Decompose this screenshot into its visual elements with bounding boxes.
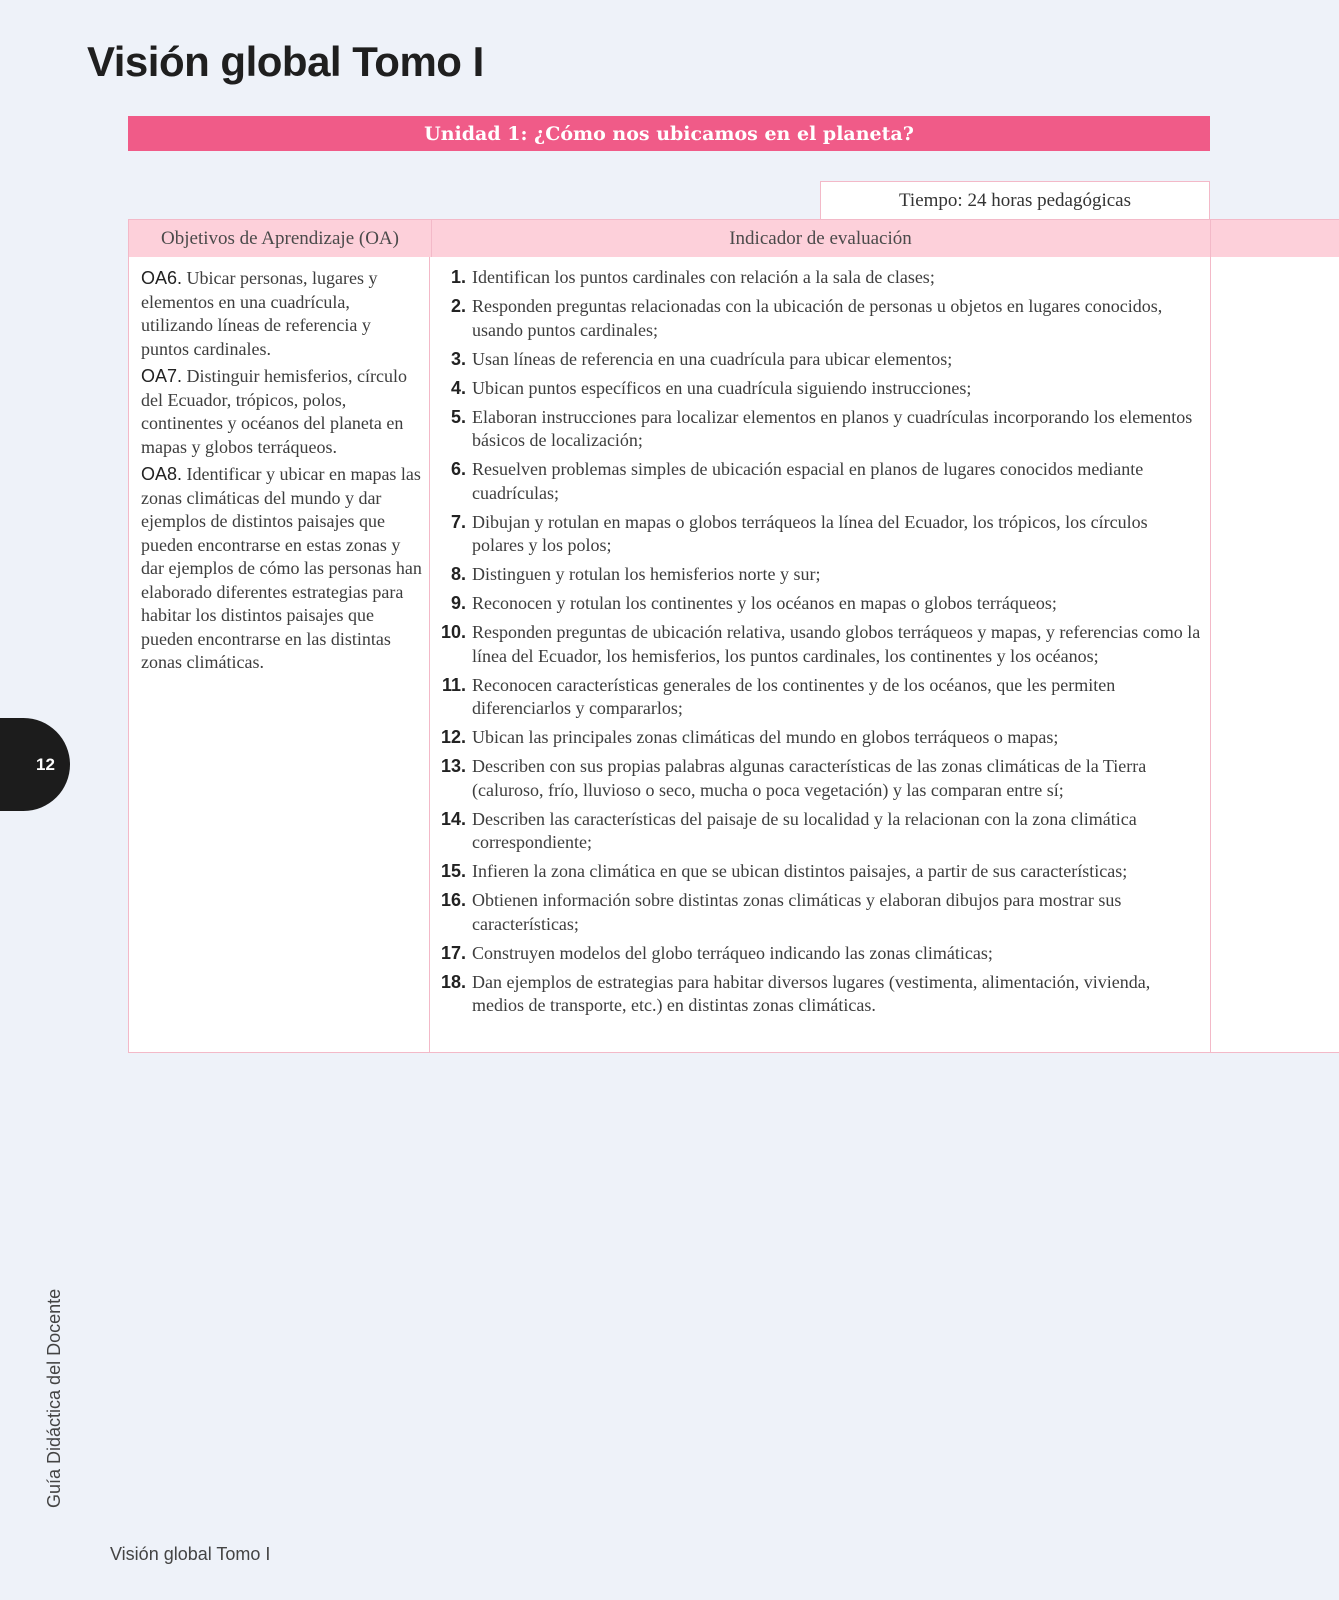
objective-text: Ubicar personas, lugares y elementos en una cuadrícula, utilizando líneas de referencia y puntos cardinales. <box>141 268 378 359</box>
indicator-item <box>430 266 1202 290</box>
indicator-text: Responden preguntas relacionadas con la ubicación de personas u objetos en lugares conocidos, usando puntos cardinales; <box>472 296 1163 340</box>
objective-text: Identificar y ubicar en mapas las zonas climáticas del mundo y dar ejemplos de distintos paisajes que pueden encontrarse en estas zonas y dar ejemplos de cómo las personas han elaborado diferentes estrategias para habitar los distintos paisajes que pueden encontrarse en las distintas zonas climáticas. <box>141 464 422 672</box>
indicator-item <box>430 726 1202 750</box>
indicator-number: 10. <box>440 622 466 642</box>
header-indicators: Indicador de evaluación <box>431 220 1211 258</box>
indicator-text: Describen las características del paisaje de su localidad y la relacionan con la zona climática correspondiente; <box>472 808 1137 852</box>
side-label: Guía Didáctica del Docente <box>44 1288 64 1508</box>
objective-code: OA6. <box>141 268 183 288</box>
indicator-number: 15. <box>440 861 466 881</box>
indicator-text: Dibujan y rotulan en mapas o globos terráqueos la línea del Ecuador, los trópicos, los círculos polares y los polos; <box>472 511 1148 555</box>
indicator-item <box>430 860 1202 884</box>
indicator-text: Distinguen y rotulan los hemisferios norte y sur; <box>472 564 821 584</box>
indicator-number: 17. <box>440 942 466 963</box>
header-objectives: Objetivos de Aprendizaje (OA) <box>128 220 432 258</box>
indicator-number: 16. <box>440 890 466 910</box>
time-box: Tiempo: 24 horas pedagógicas <box>820 181 1210 219</box>
indicator-number: 12. <box>440 727 466 747</box>
indicator-number: 8. <box>450 564 466 584</box>
indicator-item <box>430 755 1202 802</box>
objectives-column <box>128 257 430 1052</box>
indicator-number: 5. <box>450 406 466 427</box>
page-title: Visión global Tomo I <box>87 38 484 85</box>
indicators-column <box>430 257 1211 1052</box>
indicator-item <box>430 942 1202 966</box>
indicator-item <box>430 458 1202 505</box>
indicator-text: Ubican las principales zonas climáticas del mundo en globos terráqueos o mapas; <box>472 727 1059 747</box>
objective-code: OA7. <box>141 366 183 386</box>
indicator-number: 3. <box>450 348 466 369</box>
indicator-number: 18. <box>440 971 466 992</box>
indicator-text: Usan líneas de referencia en una cuadrícula para ubicar elementos; <box>472 348 953 369</box>
indicator-text: Ubican puntos específicos en una cuadrícula siguiendo instrucciones; <box>472 377 972 398</box>
indicator-item <box>430 377 1202 401</box>
indicator-item <box>430 971 1202 1018</box>
page-number-tab: 12 <box>0 718 70 811</box>
table-body <box>128 257 1339 1053</box>
indicator-number: 6. <box>450 459 466 479</box>
objective-text: Distinguir hemisferios, círculo del Ecuador, trópicos, polos, continentes y océanos del planeta en mapas y globos terráqueos. <box>141 366 407 457</box>
indicator-text: Resuelven problemas simples de ubicación espacial en planos de lugares conocidos mediante cuadrículas; <box>472 459 1144 503</box>
indicator-number: 11. <box>441 674 466 695</box>
indicator-text: Reconocen características generales de los continentes y de los océanos, que les permiten diferenciarlos y compararlos; <box>472 674 1116 718</box>
indicator-item <box>430 348 1202 372</box>
indicator-number: 7. <box>450 511 466 532</box>
indicator-item <box>430 621 1202 668</box>
indicator-text: Dan ejemplos de estrategias para habitar diversos lugares (vestimenta, alimentación, vivienda, medios de transporte, etc.) en distintas zonas climáticas. <box>472 971 1151 1015</box>
indicator-number: 2. <box>450 296 466 316</box>
indicator-text: Elaboran instrucciones para localizar elementos en planos y cuadrículas incorporando los elementos básicos de localización; <box>472 406 1193 450</box>
indicator-item <box>430 674 1202 721</box>
indicator-text: Infieren la zona climática en que se ubican distintos paisajes, a partir de sus características; <box>472 861 1128 881</box>
indicator-number: 13. <box>440 756 466 776</box>
objective-item <box>141 267 423 361</box>
footer-label: Visión global Tomo I <box>110 1544 271 1564</box>
indicator-item <box>430 295 1202 342</box>
indicator-number: 1. <box>450 267 466 287</box>
indicator-text: Obtienen información sobre distintas zonas climáticas y elaboran dibujos para mostrar sus características; <box>472 890 1122 934</box>
indicator-number: 4. <box>450 377 466 398</box>
indicator-text: Responden preguntas de ubicación relativa, usando globos terráqueos y mapas, y referencias como la línea del Ecuador, los hemisferios, los puntos cardinales, los continentes y los océanos; <box>472 622 1201 666</box>
objective-code: OA8. <box>141 464 183 484</box>
objective-item <box>141 365 423 459</box>
indicator-item <box>430 406 1202 453</box>
indicator-number: 9. <box>450 593 466 613</box>
table-header <box>128 219 1339 259</box>
indicator-item <box>430 808 1202 855</box>
indicator-item <box>430 563 1202 587</box>
indicator-item <box>430 889 1202 936</box>
indicator-text: Construyen modelos del globo terráqueo indicando las zonas climáticas; <box>472 942 993 963</box>
indicator-item <box>430 511 1202 558</box>
indicator-text: Identifican los puntos cardinales con relación a la sala de clases; <box>472 267 935 287</box>
indicator-text: Reconocen y rotulan los continentes y los océanos en mapas o globos terráqueos; <box>472 593 1057 613</box>
objective-item <box>141 463 423 675</box>
indicator-number: 14. <box>440 808 466 829</box>
indicator-text: Describen con sus propias palabras algunas características de las zonas climáticas de la Tierra (caluroso, frío, lluvioso o seco, mucha o poca vegetación) y las comparan entre sí; <box>472 756 1147 800</box>
unit-title-banner: Unidad 1: ¿Cómo nos ubicamos en el planeta? <box>128 116 1210 151</box>
indicator-item <box>430 592 1202 616</box>
